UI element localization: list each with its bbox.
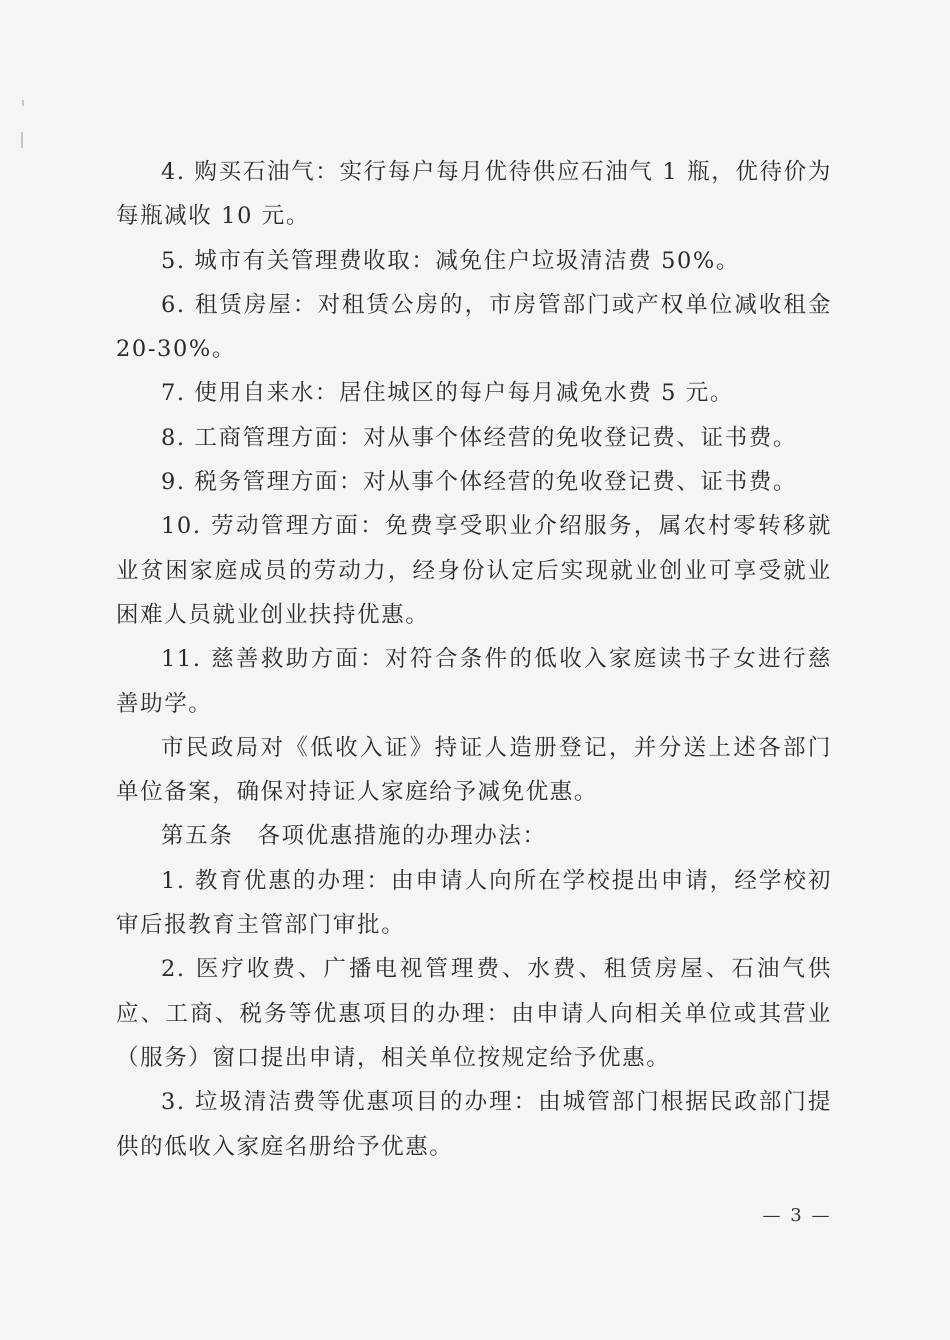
paragraph: 6. 租赁房屋：对租赁公房的，市房管部门或产权单位减收租金 20-30%。: [116, 291, 832, 363]
page-number: — 3 —: [762, 1205, 832, 1226]
paragraph: 10. 劳动管理方面：免费享受职业介绍服务，属农村零转移就业贫困家庭成员的劳动力，经身份认定后实现就业创业可享受就业困难人员就业创业扶持优惠。: [116, 513, 832, 628]
paragraph: 9. 税务管理方面：对从事个体经营的免收登记费、证书费。: [161, 469, 797, 496]
paragraph: 11. 慈善救助方面：对符合条件的低收入家庭读书子女进行慈善助学。: [116, 646, 832, 717]
paragraph: 5. 城市有关管理费收取：减免住户垃圾清洁费 50%。: [161, 247, 740, 274]
scan-edge-mark: [22, 100, 24, 106]
paragraph: 3. 垃圾清洁费等优惠项目的办理：由城管部门根据民政部门提供的低收入家庭名册给予优惠。: [116, 1089, 832, 1160]
paragraph: 7. 使用自来水：居住城区的每户每月减免水费 5 元。: [161, 380, 734, 407]
paragraph: 市民政局对《低收入证》持证人造册登记，并分送上述各部门单位备案，确保对持证人家庭给予减免优惠。: [116, 734, 832, 806]
scan-edge-mark: [21, 132, 23, 148]
document-body: [116, 150, 832, 1169]
section-heading: 第五条 各项优惠措施的办理办法：: [161, 823, 547, 850]
paragraph: 1. 教育优惠的办理：由申请人向所在学校提出申请，经学校初审后报教育主管部门审批。: [116, 867, 832, 939]
paragraph: 4. 购买石油气：实行每户每月优待供应石油气 1 瓶，优待价为每瓶减收 10 元。: [116, 159, 832, 230]
paragraph: 8. 工商管理方面：对从事个体经营的免收登记费、证书费。: [161, 424, 797, 451]
paragraph: 2. 医疗收费、广播电视管理费、水费、租赁房屋、石油气供应、工商、税务等优惠项目的办理：由申请人向相关单位或其营业（服务）窗口提出申请，相关单位按规定给予优惠。: [116, 956, 832, 1071]
